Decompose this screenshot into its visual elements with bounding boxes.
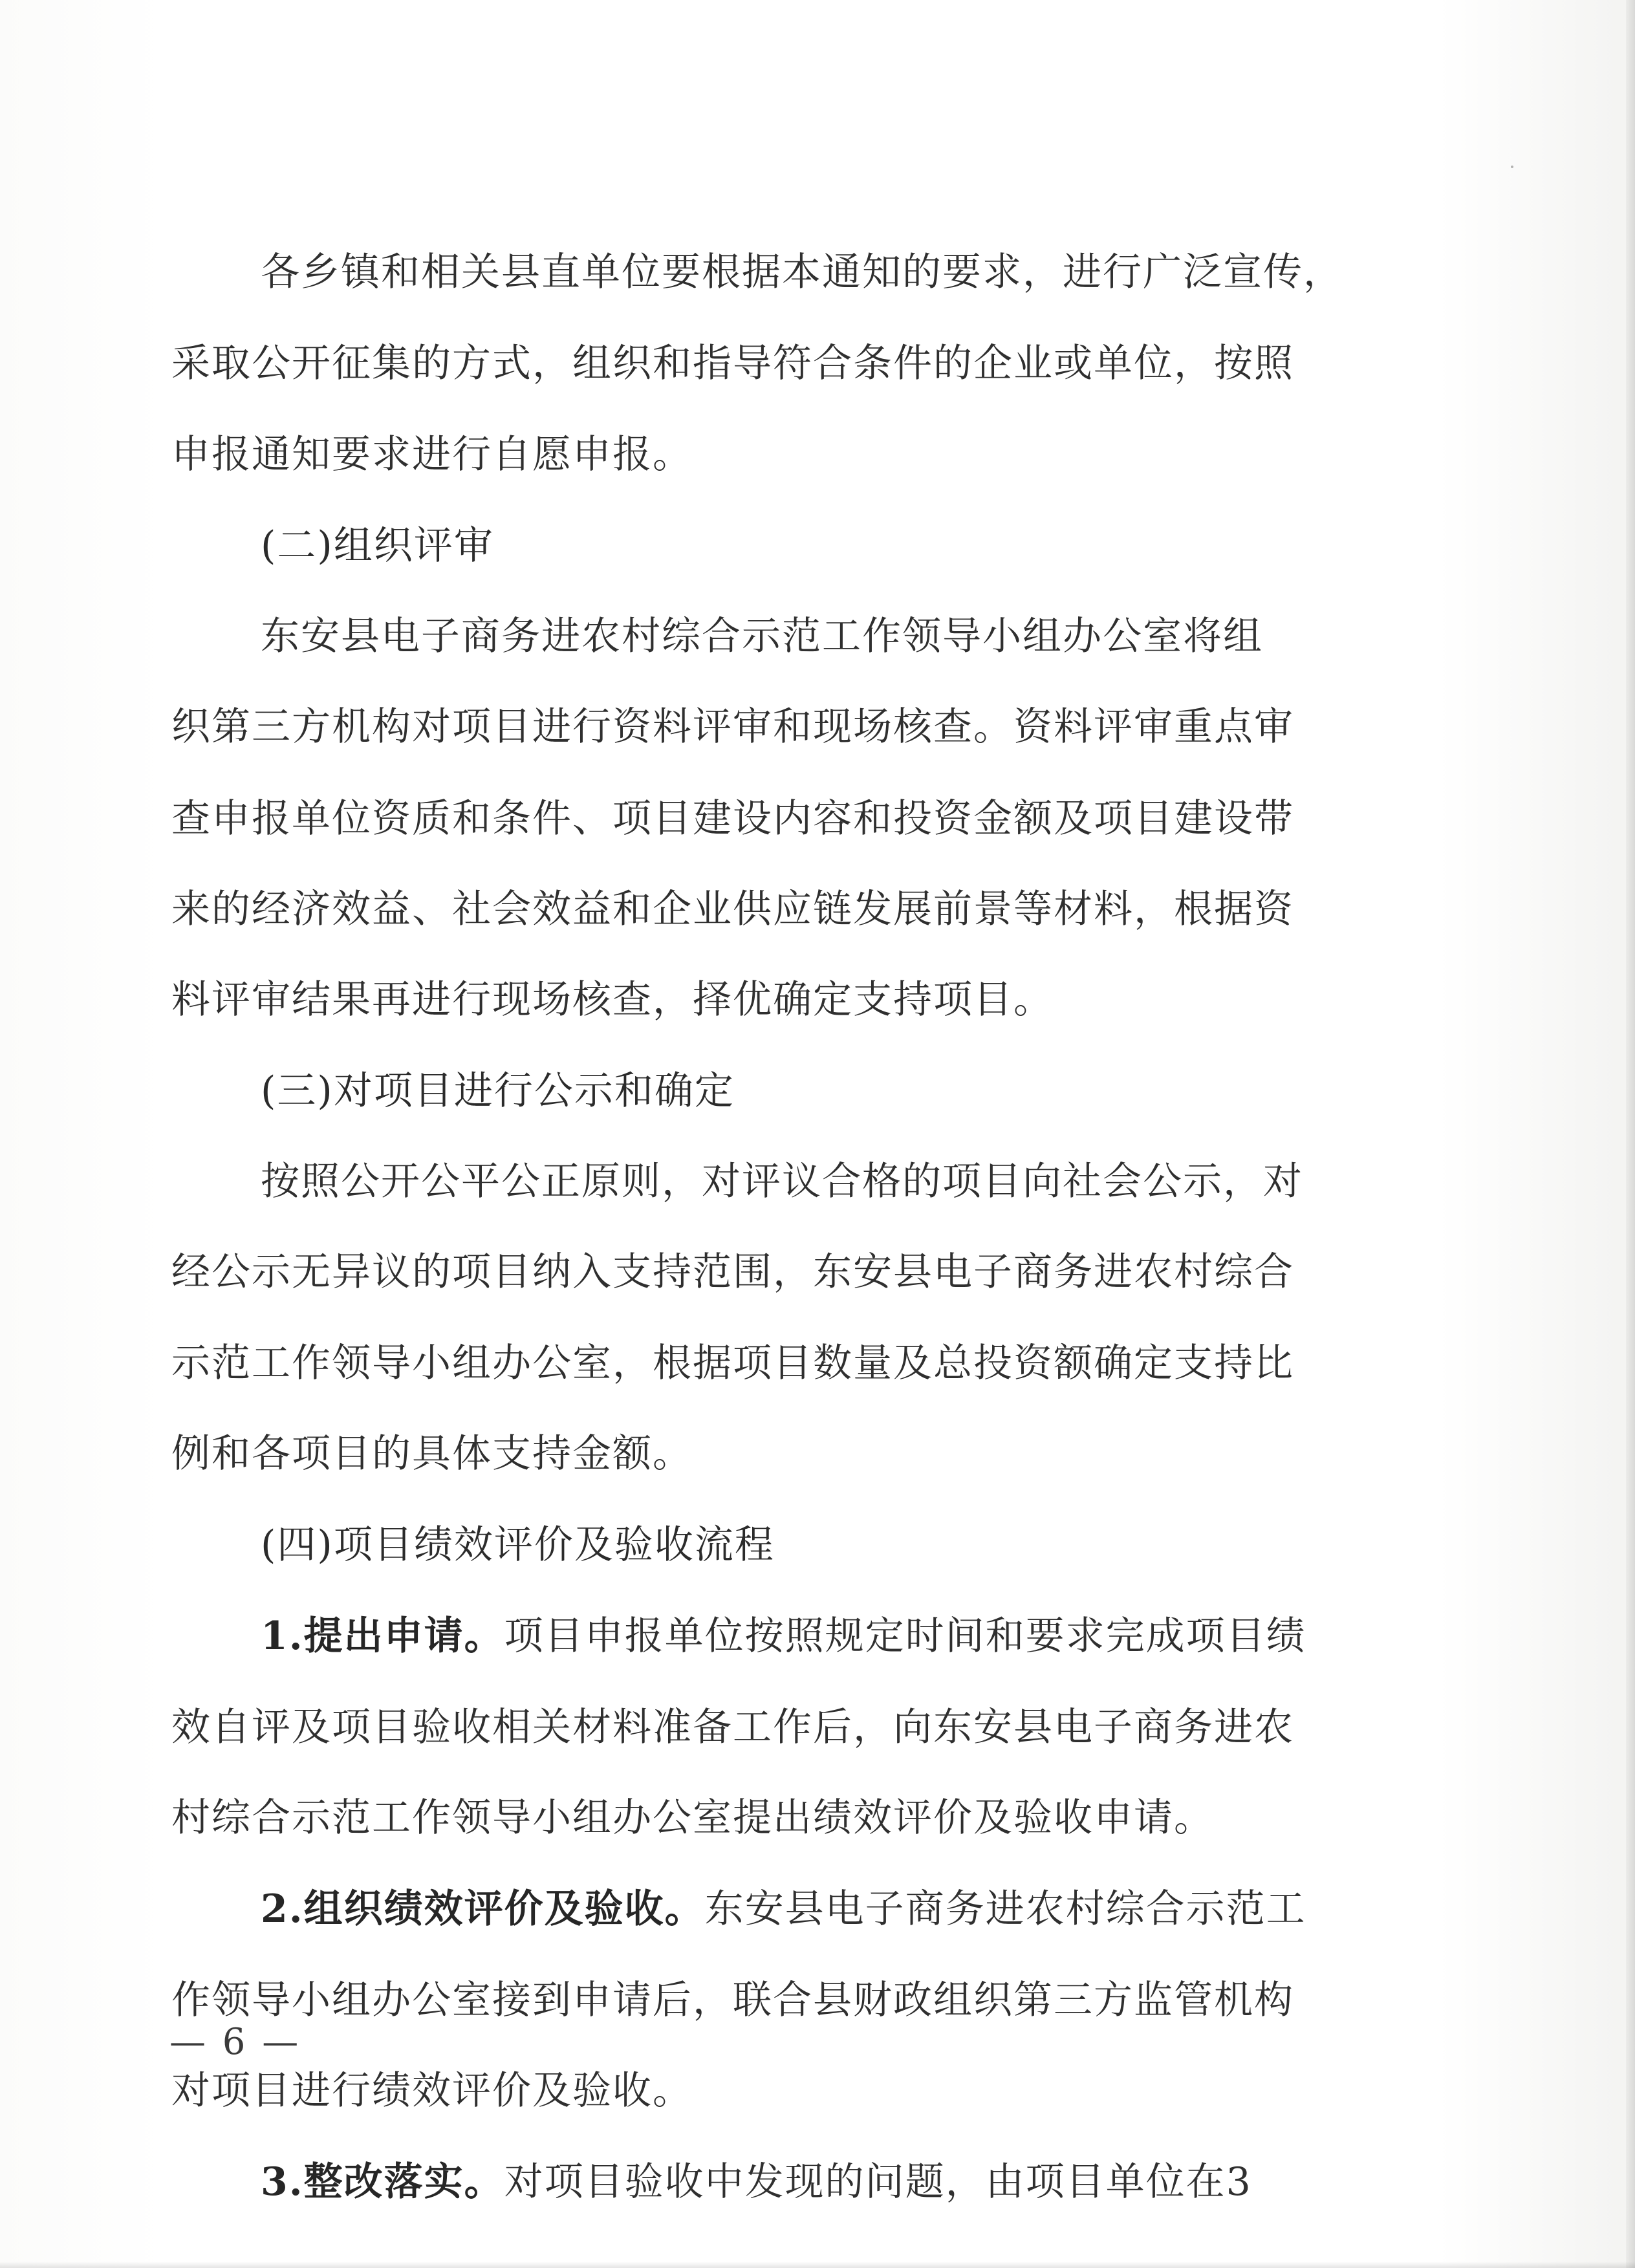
page-edge-shadow	[1626, 0, 1635, 2268]
paragraph-line: 东安县电子商务进农村综合示范工作领导小组办公室将组	[261, 614, 1263, 659]
paragraph-line: 织第三方机构对项目进行资料评审和现场核查。资料评审重点审	[171, 704, 1294, 750]
paragraph-line: 例和各项目的具体支持金额。	[171, 1431, 693, 1476]
numbered-item-label: 2.组织绩效评价及验收。	[261, 1886, 705, 1932]
section-heading: (三)对项目进行公示和确定	[261, 1068, 735, 1114]
numbered-item-text: 项目申报单位按照规定时间和要求完成项目绩	[504, 1614, 1306, 1659]
numbered-item-label: 3.整改落实。	[261, 2159, 504, 2205]
numbered-item-label: 1.提出申请。	[261, 1614, 504, 1659]
numbered-item-text: 东安县电子商务进农村综合示范工	[704, 1886, 1306, 1932]
paragraph-line: 采取公开征集的方式，组织和指导符合条件的企业或单位，按照	[171, 341, 1294, 386]
page-number: — 6 —	[169, 2021, 301, 2063]
paragraph-line: 各乡镇和相关县直单位要根据本通知的要求，进行广泛宣传，	[261, 250, 1343, 295]
section-heading: (四)项目绩效评价及验收流程	[261, 1522, 775, 1568]
paragraph-line: 经公示无异议的项目纳入支持范围，东安县电子商务进农村综合	[171, 1249, 1294, 1295]
paragraph-line: 村综合示范工作领导小组办公室提出绩效评价及验收申请。	[171, 1795, 1214, 1841]
paragraph-line: 来的经济效益、社会效益和企业供应链发展前景等材料，根据资	[171, 887, 1294, 932]
numbered-item-line	[261, 2159, 1252, 2205]
paragraph-line: 料评审结果再进行现场核查，择优确定支持项目。	[171, 977, 1054, 1022]
paragraph-line: 作领导小组办公室接到申请后，联合县财政组织第三方监管机构	[171, 1978, 1294, 2023]
numbered-item-line	[261, 1613, 1306, 1659]
paragraph-line: 按照公开公平公正原则，对评议合格的项目向社会公示，对	[261, 1159, 1303, 1204]
scan-speck	[1511, 166, 1513, 168]
numbered-item-line	[261, 1886, 1306, 1932]
page-bottom-edge	[0, 2262, 1635, 2268]
section-heading: (二)组织评审	[261, 523, 494, 568]
paragraph-line: 示范工作领导小组办公室，根据项目数量及总投资额确定支持比	[171, 1341, 1294, 1386]
paragraph-line: 对项目进行绩效评价及验收。	[171, 2068, 693, 2113]
numbered-item-text: 对项目验收中发现的问题，由项目单位在3	[504, 2159, 1252, 2205]
paragraph-line: 申报通知要求进行自愿申报。	[171, 432, 693, 477]
paragraph-line: 效自评及项目验收相关材料准备工作后，向东安县电子商务进农	[171, 1705, 1294, 1750]
paragraph-line: 查申报单位资质和条件、项目建设内容和投资金额及项目建设带	[171, 796, 1294, 841]
